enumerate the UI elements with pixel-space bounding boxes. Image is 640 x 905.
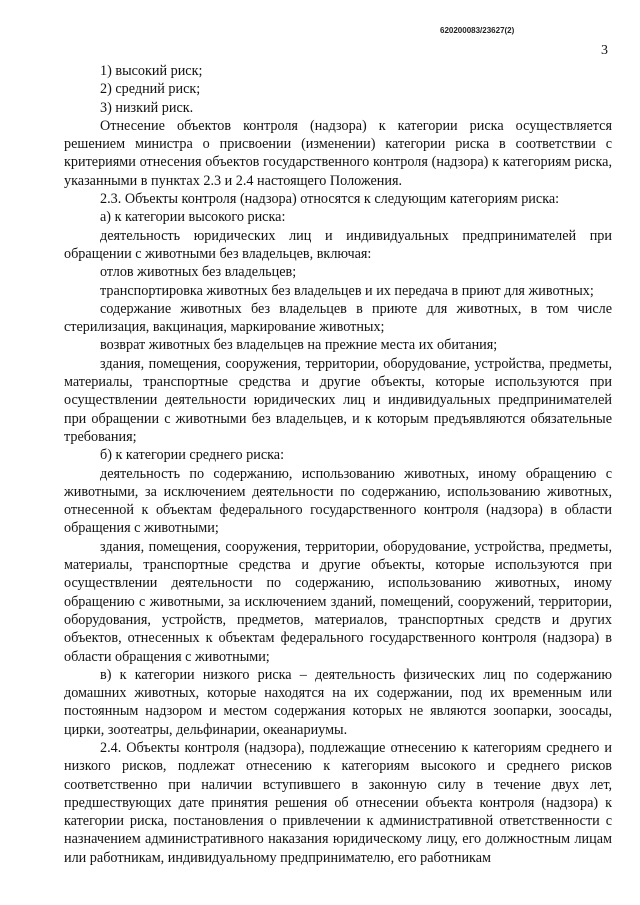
list-item-shelter: содержание животных без владельцев в приюте для животных, в том числе стерилизация, вакцинация, маркирование животных; — [64, 300, 612, 336]
subclause-b-heading: б) к категории среднего риска: — [100, 447, 285, 464]
document-body — [64, 62, 612, 867]
paragraph-objects-medium: здания, помещения, сооружения, территории, оборудование, устройства, предметы, материалы, транспортные средства и другие объекты, которые используются при осуществлении деятельности по содержанию, использованию животных, иному обращению с животными, за исключением зданий, помещений, сооружений, территории, оборудования, устройств, предметов, материалов, транспортных средств и других объектов, отнесенных к объектам федерального государственного контроля (надзора) в области обращения с животными; — [64, 538, 612, 665]
clause-2-4: 2.4. Объекты контроля (надзора), подлежащие отнесению к категориям среднего и низкого рисков, подлежат отнесению к категориям высокого и среднего рисков соответственно при наличии вступившего в законную силу в течение двух лет, предшествующих дате принятия решения об отнесении объекта контроля (надзора) к категории риска, постановления о привлечении к административной ответственности с назначением административного наказания юридическому лицу, его должностным лицам или работникам, индивидуальному предпринимателю, его работникам — [64, 739, 612, 866]
clause-2-3: 2.3. Объекты контроля (надзора) относятся к следующим категориям риска: — [100, 191, 560, 208]
paragraph-objects-high: здания, помещения, сооружения, территории, оборудование, устройства, предметы, материалы, транспортные средства и другие объекты, которые используются при осуществлении деятельности юридических лиц и индивидуальных предпринимателей при обращении с животными без владельцев, и к которым предъявляются обязательные требования; — [64, 355, 612, 445]
risk-item-high: 1) высокий риск; — [100, 63, 203, 79]
page-number: 3 — [601, 43, 608, 58]
risk-item-low: 3) низкий риск. — [100, 99, 194, 116]
paragraph-risk-assignment: Отнесение объектов контроля (надзора) к категории риска осуществляется решением министра о присвоении (изменении) категории риска в соответствии с критериями отнесения объектов государственного контроля (надзора) к категориям риска, указанными в пунктах 2.3 и 2.4 настоящего Положения. — [64, 117, 612, 189]
subclause-a-heading: а) к категории высокого риска: — [100, 209, 286, 226]
list-item-return: возврат животных без владельцев на прежние места их обитания; — [100, 337, 498, 354]
document-code: 620200083/23627(2) — [440, 26, 515, 35]
paragraph-activity-medium: деятельность по содержанию, использованию животных, иному обращению с животными, за исключением деятельности по содержанию, использованию животных, отнесенной к объектам федерального государственного контроля (надзора) в области обращения с животными; — [64, 465, 612, 537]
paragraph-activity-high: деятельность юридических лиц и индивидуальных предпринимателей при обращении с животными без владельцев, включая: — [64, 227, 612, 262]
list-item-transport: транспортировка животных без владельцев и их передача в приют для животных; — [100, 282, 594, 299]
risk-item-medium: 2) средний риск; — [100, 81, 201, 98]
subclause-c-low: в) к категории низкого риска – деятельность физических лиц по содержанию домашних животных, которые находятся на их содержании, под их временным или постоянным надзором и местом содержания которых не являются зоопарки, зоосады, цирки, зоотеатры, дельфинарии, океанариумы. — [64, 666, 612, 738]
list-item-capture: отлов животных без владельцев; — [100, 264, 297, 281]
